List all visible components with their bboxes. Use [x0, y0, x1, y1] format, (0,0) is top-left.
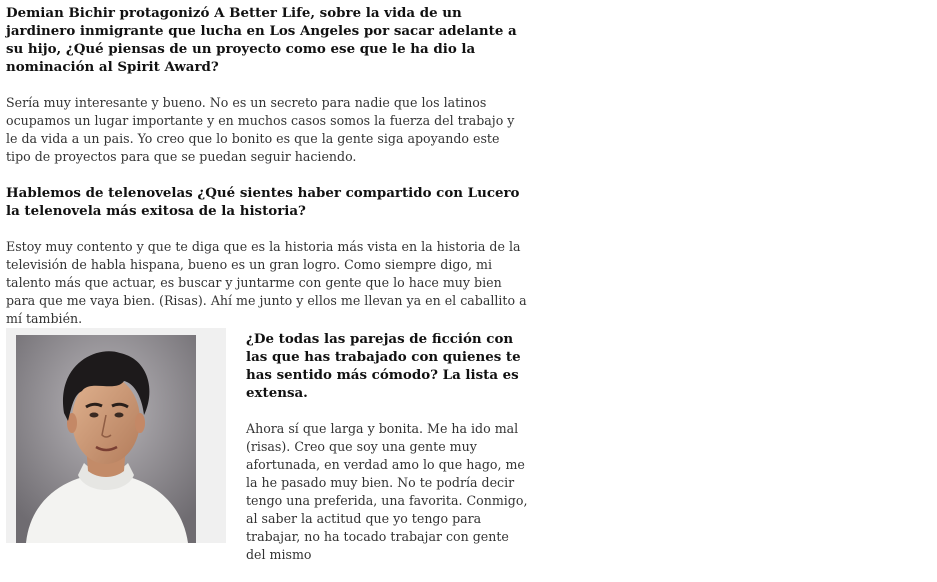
interview-answer: Ahora sí que larga y bonita. Me ha ido mal (risas). Creo que soy una gente muy afortunada, en verdad amo lo que hago, me la he pasado muy bien. No te podría decir tengo una preferida, una favorita. Conmigo, al saber la actitud que yo tengo para trabajar, no ha tocado trabajar con gente del mismo [246, 421, 528, 562]
interview-answer: Estoy muy contento y que te diga que es la historia más vista en la historia de la televisión de habla hispana, bueno es un gran logro. Como siempre digo, mi talento más que actuar, es buscar y juntarme con gente que lo hace muy bien para que me vaya bien. (Risas). Ahí me junto y ellos me llevan ya en el caballito a mí también. [6, 239, 527, 326]
interview-question: Demian Bichir protagonizó A Better Life, sobre la vida de un jardinero inmigrante que lucha en Los Angeles por sacar adelante a su hijo, ¿Qué piensas de un proyecto como ese que le ha dio la nominación al Spirit Award? [6, 5, 517, 75]
interview-question: Hablemos de telenovelas ¿Qué sientes haber compartido con Lucero la telenovela más exitosa de la historia? [6, 185, 520, 219]
side-column [246, 330, 530, 582]
article-body [6, 4, 528, 346]
portrait-photo [16, 335, 196, 543]
photo-frame [6, 328, 226, 543]
interview-question: ¿De todas las parejas de ficción con las que has trabajado con quienes te has sentido más cómodo? La lista es extensa. [246, 331, 521, 401]
interview-answer: Sería muy interesante y bueno. No es un secreto para nadie que los latinos ocupamos un lugar importante y en muchos casos somos la fuerza del trabajo y le da vida a un pais. Yo creo que lo bonito es que la gente siga apoyando este tipo de proyectos para que se puedan seguir haciendo. [6, 95, 515, 164]
